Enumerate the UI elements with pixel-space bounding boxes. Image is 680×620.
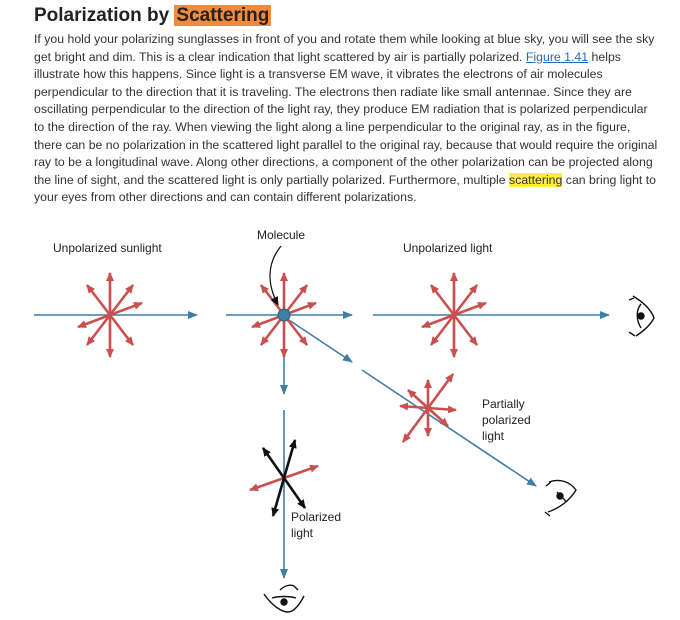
- title-text: Polarization by: [34, 5, 175, 26]
- label-partially-line2: polarized: [482, 413, 531, 427]
- paragraph-part-1: If you hold your polarizing sunglasses in front of you and rotate them while looking at blue sky, you will see the sky get bright and dim. This is a clear indication that light scattered by air is partially polarized.: [34, 32, 655, 64]
- highlighted-word: scattering: [509, 172, 563, 187]
- label-partially-polarized-light: [482, 396, 531, 444]
- figure-link[interactable]: Figure 1.41: [525, 49, 589, 64]
- label-unpolarized-sunlight: Unpolarized sunlight: [53, 241, 162, 255]
- label-polarized-light: [291, 509, 341, 541]
- paragraph-part-2: helps illustrate how this happens. Since light is a transverse EM wave, it vibrates the electrons of air molecules perpendicular to the direction that it is traveling. The electrons then radiate like small antennae. Since they are oscillating perpendicular to the direction of the light ray, they produce EM radiation that is polarized perpendicular to the direction of the ray. When viewing the light along a line perpendicular to the original ray, as in the figure, there can be no polarization in the scattered light parallel to the original ray, because that would require the original ray to be a longitudinal wave. Along other directions, a component of the other polarization can be projected along the line of sight, and the scattered light is only partially polarized. Furthermore, multiple: [34, 49, 658, 187]
- title-highlight: Scattering: [176, 5, 270, 26]
- eye-icon-down: [264, 585, 304, 612]
- eye-icon-right: [629, 296, 654, 336]
- label-unpolarized-light: Unpolarized light: [403, 241, 493, 255]
- paragraph-part-3: can bring light to your eyes from other directions and can contain different polarizations.: [34, 172, 657, 205]
- partially-polarized-arrows: [400, 374, 456, 442]
- label-polarized-line1: Polarized: [291, 510, 342, 524]
- label-molecule: Molecule: [257, 228, 306, 242]
- molecule-pointer: [270, 246, 281, 305]
- eye-icon-diagonal: [545, 480, 576, 516]
- label-partially-line3: light: [482, 429, 505, 443]
- diagonal-ray-upper: [286, 318, 352, 362]
- label-polarized-line2: light: [291, 526, 314, 540]
- molecule-dot: [278, 309, 290, 321]
- label-partially-line1: Partially: [482, 397, 525, 411]
